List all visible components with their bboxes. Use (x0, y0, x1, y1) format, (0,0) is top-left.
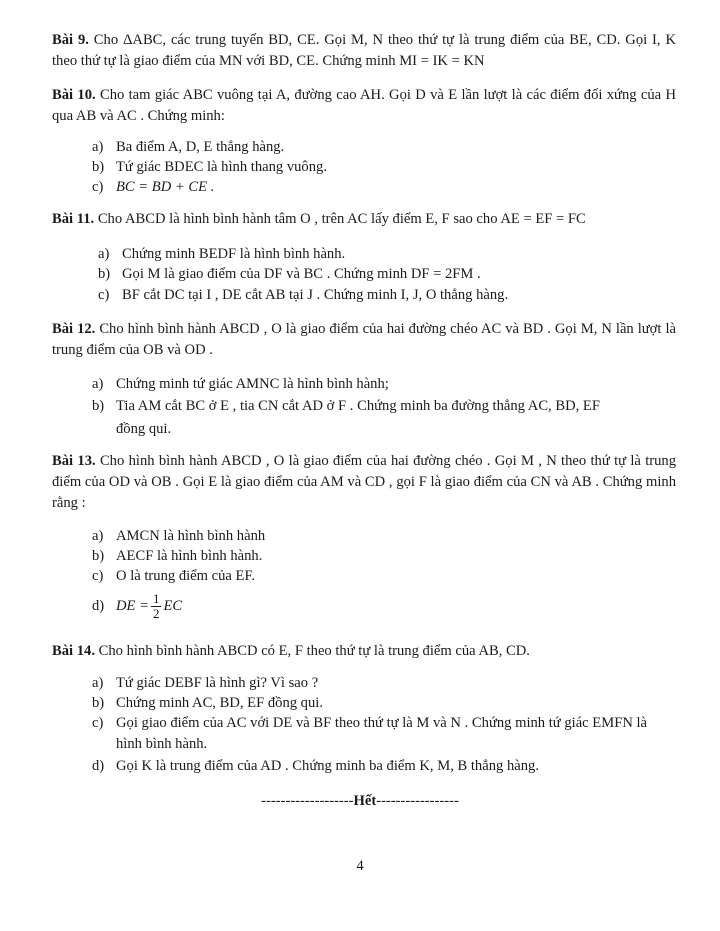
fraction: $\frac{1}{2}$ (152, 591, 160, 622)
exercise-14-item-c-continued: hình bình hành. (116, 736, 208, 752)
exercise-14-item-b: b) Chứng minh AC, BD, EF đồng qui. (92, 695, 323, 711)
exercise-11-item-b: b) Gọi M là giao điểm của DF và BC . Chứng minh DF = 2FM . (98, 266, 481, 282)
formula-lhs: DE = (116, 598, 149, 614)
exercise-13-text: Cho hình bình hành ABCD , O là giao điểm của hai đường chéo . Gọi M , N theo thứ tự là trung điểm của OD và OB . Gọi E là giao điểm của AM và CD , gọi F là giao điểm của CN và AB . Chứng minh rằng : (52, 453, 676, 511)
exercise-10-text: Cho tam giác ABC vuông tại A, đường cao AH. Gọi D và E lần lượt là các điểm đối xứng của H qua AB và AC . Chứng minh: (52, 87, 676, 124)
exercise-11-item-c: c) BF cắt DC tại I , DE cắt AB tại J . Chứng minh I, J, O thẳng hàng. (98, 287, 509, 303)
exercise-11 (52, 209, 676, 230)
exercise-9 (52, 30, 676, 72)
exercise-14-title: Bài 14. (52, 643, 95, 659)
exercise-10-item-c: c) BC = BD + CE . (92, 179, 215, 195)
exercise-11-item-a: a) Chứng minh BEDF là hình bình hành. (98, 246, 346, 262)
end-marker: -------------------Hết----------------- (261, 793, 459, 809)
end-word: Hết (353, 793, 377, 809)
exercise-12-title: Bài 12. (52, 321, 96, 337)
exercise-9-text: Cho ΔABC, các trung tuyến BD, CE. Gọi M, N theo thứ tự là trung điểm của BE, CD. Gọi I, K theo thứ tự là giao điểm của MN với BD, CE. Chứng minh MI = IK = KN (52, 32, 676, 69)
exercise-12-text: Cho hình bình hành ABCD , O là giao điểm của hai đường chéo AC và BD . Gọi M, N lần lượt là trung điểm của OB và OD . (52, 321, 676, 358)
exercise-13 (52, 451, 676, 514)
exercise-14-item-a: a) Tứ giác DEBF là hình gì? Vì sao ? (92, 675, 319, 691)
exercise-14-item-d: d) Gọi K là trung điểm của AD . Chứng minh ba điểm K, M, B thẳng hàng. (92, 758, 539, 774)
exercise-13-item-d: d) DE = $\frac{1}{2}$ EC (92, 591, 183, 622)
exercise-13-title: Bài 13. (52, 453, 96, 469)
exercise-9-title: Bài 9. (52, 32, 89, 48)
formula-rhs: EC (163, 598, 183, 614)
exercise-11-title: Bài 11. (52, 211, 95, 227)
exercise-12-item-b-continued: đồng qui. (116, 421, 172, 437)
exercise-14 (52, 641, 676, 662)
exercise-10-title: Bài 10. (52, 87, 96, 103)
exercise-13-item-b: b) AECF là hình bình hành. (92, 548, 263, 564)
exercise-10-item-a: a) Ba điểm A, D, E thẳng hàng. (92, 139, 285, 155)
exercise-11-text: Cho ABCD là hình bình hành tâm O , trên AC lấy điểm E, F sao cho AE = EF = FC (94, 211, 586, 227)
exercise-10-item-b: b) Tứ giác BDEC là hình thang vuông. (92, 159, 327, 175)
exercise-12-item-a: a) Chứng minh tứ giác AMNC là hình bình hành; (92, 376, 389, 392)
exercise-14-text: Cho hình bình hành ABCD có E, F theo thứ tự là trung điểm của AB, CD. (94, 643, 530, 659)
exercise-10 (52, 85, 676, 127)
exercise-14-item-c: c) Gọi giao điểm của AC với DE và BF theo thứ tự là M và N . Chứng minh tứ giác EMFN là (92, 715, 648, 731)
exercise-13-item-c: c) O là trung điểm của EF. (92, 568, 256, 584)
exercise-12-item-b: b) Tia AM cắt BC ở E , tia CN cắt AD ở F . Chứng minh ba đường thẳng AC, BD, EF (92, 398, 600, 414)
page-number: 4 (356, 858, 364, 874)
exercise-13-item-a: a) AMCN là hình bình hành (92, 528, 266, 544)
exercise-12 (52, 319, 676, 361)
